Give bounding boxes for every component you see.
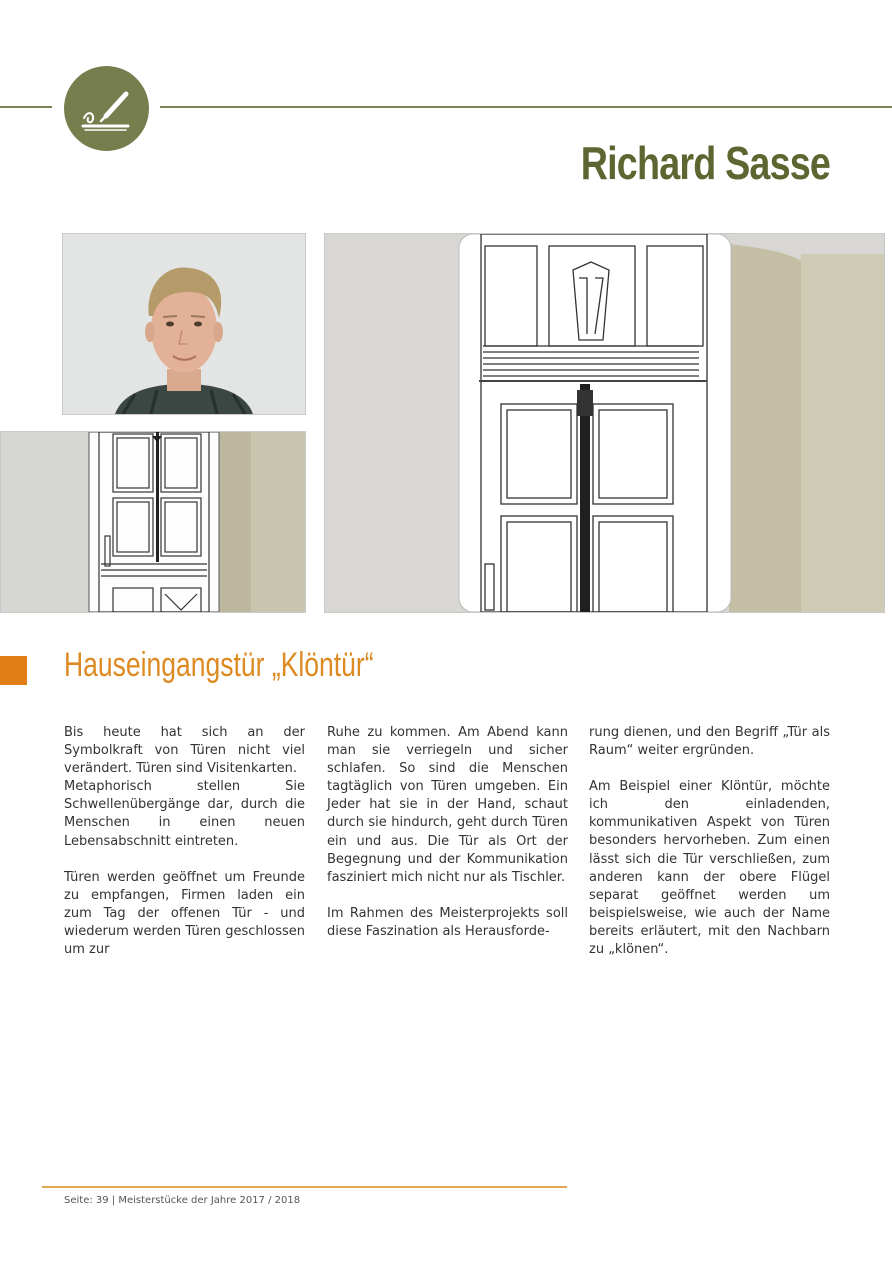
header-rule-right bbox=[160, 106, 892, 108]
logo-badge bbox=[64, 66, 149, 151]
article-title: Hauseingangstür „Klöntür“ bbox=[64, 646, 374, 684]
section-accent-marker bbox=[0, 656, 27, 685]
footer-rule bbox=[42, 1186, 567, 1188]
door-overview-photo bbox=[0, 431, 306, 613]
chisel-and-plane-icon bbox=[64, 66, 149, 151]
paragraph: Ruhe zu kommen. Am Abend kann man sie verriegeln und sicher schlafen. So sind die Menschen tagtäglich von Türen umgeben. Ein Jeder hat sie in der Hand, schaut durch sie hindurch, geht durch Türen ein und aus. Die Tür als Ort der Begegnung und der Kommunikation fasziniert mich nicht nur als Tischler. bbox=[327, 725, 568, 885]
page-footer: Seite: 39 | Meisterstücke der Jahre 2017 / 2018 bbox=[64, 1195, 301, 1206]
paragraph: Türen werden geöffnet um Freunde zu empfangen, Firmen laden ein zum Tag der offenen Tür - und wiederum werden Türen geschlossen um zur bbox=[64, 869, 305, 958]
paragraph: Am Beispiel einer Klöntür, möchte ich den einladenden, kommunikativen Aspekt von Türen besonders hervorheben. Zum einen lässt sich die Tür verschließen, zum anderen kann der obere Flügel separat geöffnet werden um beispielsweise, wie auch der Name bereits erläutert, mit den Nachbarn zu „klönen“. bbox=[589, 779, 830, 958]
article-column-2 bbox=[327, 724, 568, 941]
door-detail-photo bbox=[324, 233, 885, 613]
header-rule-left bbox=[0, 106, 52, 108]
paragraph: Im Rahmen des Meisterprojekts soll diese Faszination als Herausforde- bbox=[327, 905, 568, 939]
article-column-3 bbox=[589, 724, 830, 959]
paragraph: Metaphorisch stellen Sie Schwellenübergänge dar, durch die Menschen in einen neuen Lebensabschnitt eintreten. bbox=[64, 779, 305, 849]
paragraph: Bis heute hat sich an der Symbolkraft von Türen nicht viel verändert. Türen sind Visitenkarten. bbox=[64, 725, 305, 777]
portrait-photo bbox=[62, 233, 306, 415]
article-column-1 bbox=[64, 724, 305, 959]
author-name: Richard Sasse bbox=[580, 137, 830, 189]
paragraph: rung dienen, und den Begriff „Tür als Raum“ weiter ergründen. bbox=[589, 725, 830, 759]
